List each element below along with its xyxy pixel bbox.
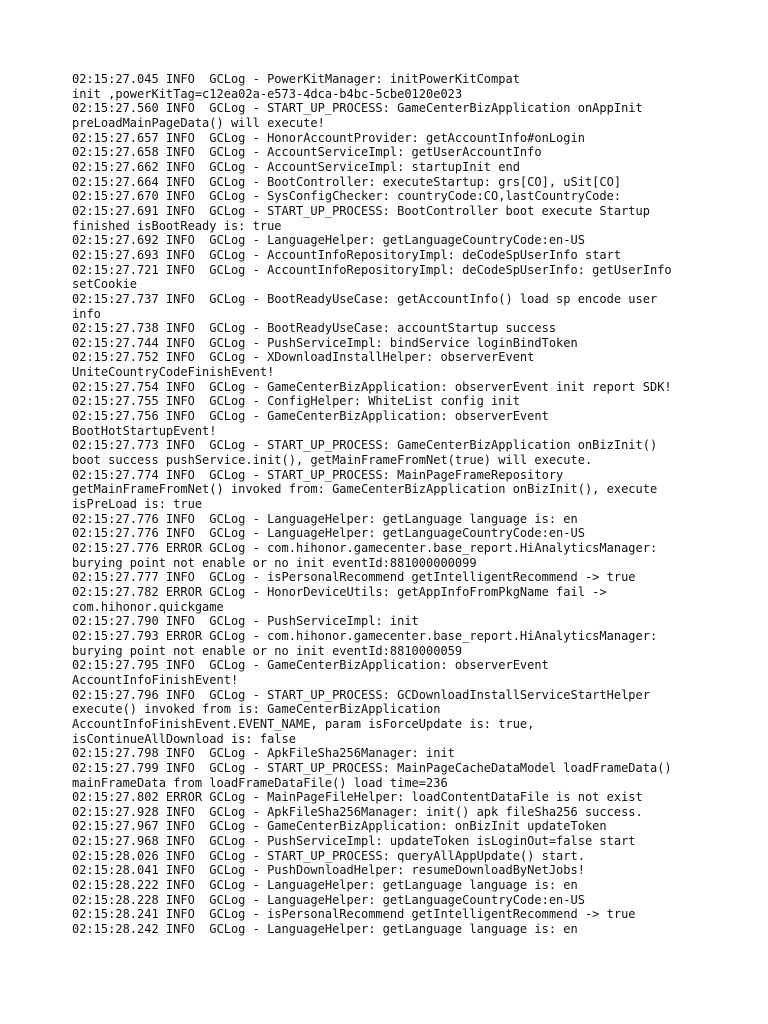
- log-line: 02:15:27.664 INFO GCLog - BootController: executeStartup: grs[CO], uSit[CO]: [72, 174, 622, 189]
- log-line: preLoadMainPageData() will execute!: [72, 115, 325, 130]
- log-line: 02:15:27.796 INFO GCLog - START_UP_PROCESS: GCDownloadInstallServiceStartHelper: [72, 687, 650, 702]
- log-line: burying point not enable or no init eventId:881000000099: [72, 555, 477, 570]
- log-line: finished isBootReady is: true: [72, 218, 282, 233]
- log-line: 02:15:28.026 INFO GCLog - START_UP_PROCESS: queryAllAppUpdate() start.: [72, 848, 585, 863]
- log-line: 02:15:27.798 INFO GCLog - ApkFileSha256Manager: init: [72, 746, 455, 761]
- log-line: 02:15:27.795 INFO GCLog - GameCenterBizApplication: observerEvent: [72, 658, 549, 673]
- log-line: mainFrameData from loadFrameDataFile() load time=236: [72, 775, 448, 790]
- log-line: 02:15:27.790 INFO GCLog - PushServiceImpl: init: [72, 614, 419, 629]
- log-line: execute() invoked from is: GameCenterBizApplication: [72, 702, 441, 717]
- log-line: AccountInfoFinishEvent.EVENT_NAME, param isForceUpdate is: true,: [72, 716, 535, 731]
- log-line: com.hihonor.quickgame: [72, 599, 224, 614]
- log-line: 02:15:28.228 INFO GCLog - LanguageHelper: getLanguageCountryCode:en-US: [72, 892, 585, 907]
- log-line: 02:15:27.738 INFO GCLog - BootReadyUseCase: accountStartup success: [72, 321, 557, 336]
- log-line: 02:15:28.222 INFO GCLog - LanguageHelper: getLanguage language is: en: [72, 878, 578, 893]
- log-line: 02:15:27.662 INFO GCLog - AccountServiceImpl: startupInit end: [72, 159, 520, 174]
- log-line: 02:15:27.967 INFO GCLog - GameCenterBizApplication: onBizInit updateToken: [72, 819, 607, 834]
- log-line: 02:15:28.041 INFO GCLog - PushDownloadHelper: resumeDownloadByNetJobs!: [72, 863, 585, 878]
- log-line: 02:15:27.756 INFO GCLog - GameCenterBizApplication: observerEvent: [72, 409, 549, 424]
- log-line: 02:15:27.776 ERROR GCLog - com.hihonor.gamecenter.base_report.HiAnalyticsManager:: [72, 541, 658, 555]
- log-line: 02:15:27.776 INFO GCLog - LanguageHelper: getLanguageCountryCode:en-US: [72, 526, 585, 541]
- log-line: 02:15:27.737 INFO GCLog - BootReadyUseCase: getAccountInfo() load sp encode user: [72, 291, 658, 306]
- log-line: 02:15:27.752 INFO GCLog - XDownloadInstallHelper: observerEvent: [72, 350, 535, 365]
- log-line: 02:15:27.802 ERROR GCLog - MainPageFileHelper: loadContentDataFile is not exist: [72, 790, 643, 805]
- log-line: 02:15:27.692 INFO GCLog - LanguageHelper: getLanguageCountryCode:en-US: [72, 233, 585, 248]
- log-line: 02:15:27.560 INFO GCLog - START_UP_PROCESS: GameCenterBizApplication onAppInit: [72, 101, 643, 116]
- log-line: 02:15:27.744 INFO GCLog - PushServiceImpl: bindService loginBindToken: [72, 335, 578, 350]
- log-line: UniteCountryCodeFinishEvent!: [72, 365, 275, 380]
- log-line: getMainFrameFromNet() invoked from: GameCenterBizApplication onBizInit(), execute: [72, 482, 658, 497]
- log-line: AccountInfoFinishEvent!: [72, 672, 239, 687]
- log-line: 02:15:27.799 INFO GCLog - START_UP_PROCESS: MainPageCacheDataModel loadFrameData(): [72, 760, 672, 775]
- log-line: info: [72, 306, 101, 321]
- log-line: burying point not enable or no init eventId:8810000059: [72, 643, 463, 658]
- log-line: 02:15:27.777 INFO GCLog - isPersonalRecommend getIntelligentRecommend -> true: [72, 570, 636, 585]
- log-line: 02:15:27.773 INFO GCLog - START_UP_PROCESS: GameCenterBizApplication onBizInit(): [72, 438, 658, 453]
- log-line: boot success pushService.init(), getMainFrameFromNet(true) will execute.: [72, 453, 593, 468]
- log-line: 02:15:27.693 INFO GCLog - AccountInfoRepositoryImpl: deCodeSpUserInfo start: [72, 247, 622, 262]
- log-line: 02:15:27.657 INFO GCLog - HonorAccountProvider: getAccountInfo#onLogin: [72, 130, 585, 145]
- log-line: 02:15:27.045 INFO GCLog - PowerKitManager: initPowerKitCompat: [72, 72, 520, 86]
- log-line: 02:15:27.774 INFO GCLog - START_UP_PROCESS: MainPageFrameRepository: [72, 467, 564, 482]
- log-line: 02:15:28.241 INFO GCLog - isPersonalRecommend getIntelligentRecommend -> true: [72, 907, 636, 922]
- log-line: 02:15:28.242 INFO GCLog - LanguageHelper: getLanguage language is: en: [72, 922, 578, 937]
- log-line: 02:15:27.691 INFO GCLog - START_UP_PROCESS: BootController boot execute Startup: [72, 203, 650, 218]
- log-text-block: [72, 72, 712, 937]
- log-line: isPreLoad is: true: [72, 497, 203, 512]
- log-line: 02:15:27.658 INFO GCLog - AccountServiceImpl: getUserAccountInfo: [72, 145, 542, 160]
- log-line: init ,powerKitTag=c12ea02a-e573-4dca-b4bc-5cbe0120e023: [72, 86, 463, 101]
- log-line: 02:15:27.928 INFO GCLog - ApkFileSha256Manager: init() apk fileSha256 success.: [72, 804, 643, 819]
- log-line: 02:15:27.721 INFO GCLog - AccountInfoRepositoryImpl: deCodeSpUserInfo: getUserInfo: [72, 262, 672, 277]
- log-line: 02:15:27.968 INFO GCLog - PushServiceImpl: updateToken isLoginOut=false start: [72, 834, 636, 849]
- log-line: setCookie: [72, 277, 138, 292]
- log-line: 02:15:27.754 INFO GCLog - GameCenterBizApplication: observerEvent init report SDK!: [72, 379, 672, 394]
- log-line: 02:15:27.782 ERROR GCLog - HonorDeviceUtils: getAppInfoFromPkgName fail ->: [72, 584, 607, 599]
- log-line: 02:15:27.755 INFO GCLog - ConfigHelper: WhiteList config init: [72, 394, 520, 409]
- log-line: 02:15:27.793 ERROR GCLog - com.hihonor.gamecenter.base_report.HiAnalyticsManager:: [72, 628, 658, 643]
- log-line: 02:15:27.670 INFO GCLog - SysConfigChecker: countryCode:CO,lastCountryCode:: [72, 189, 622, 204]
- log-line: BootHotStartupEvent!: [72, 423, 217, 438]
- log-line: 02:15:27.776 INFO GCLog - LanguageHelper: getLanguage language is: en: [72, 511, 578, 526]
- log-line: isContinueAllDownload is: false: [72, 731, 296, 746]
